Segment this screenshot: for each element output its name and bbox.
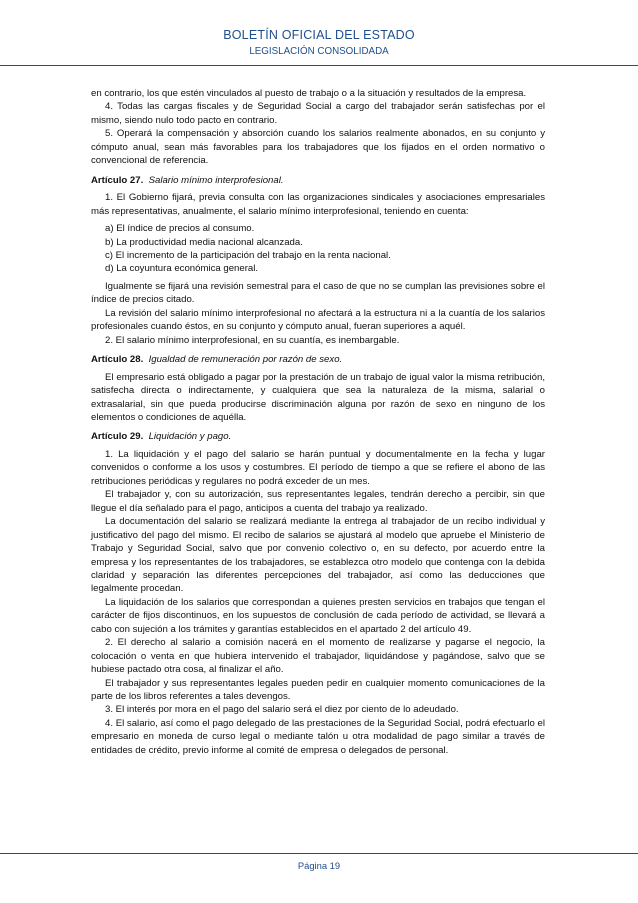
header-title: BOLETÍN OFICIAL DEL ESTADO [223,28,415,42]
header-divider [0,65,638,66]
article-number: Artículo 27. [91,174,144,186]
paragraph: El empresario está obligado a pagar por la prestación de un trabajo de igual valor la misma retribución, satisfecha directa o indirectamente, y cualquiera que sea la naturaleza de la misma, salarial o extrasalarial, sin que pueda producirse discriminación alguna por razón de sexo en ninguno de los elementos o condiciones de aquélla. [91,371,545,423]
article-title: Liquidación y pago. [148,431,232,443]
paragraph: 2. El derecho al salario a comisión nacerá en el momento de realizarse y pagarse el negocio, la colocación o venta en que hubiera intervenido el trabajador, liquidándose y pagándose, salvo que se hubiese pactado otra cosa, al finalizar el año. [91,637,545,676]
paragraph: La documentación del salario se realizará mediante la entrega al trabajador de un recibo individual y justificativo del pago del mismo. El recibo de salarios se ajustará al modelo que apruebe el Ministerio de Trabajo y Seguridad Social, salvo que por convenio colectivo o, en su defecto, por acuerdo entre la empresa y los representantes de los trabajadores, se establezca otro modelo que contenga con la debida claridad y separación las diferentes percepciones del trabajador, así como las deducciones que legalmente procedan. [91,516,545,595]
article-heading-29 [91,430,545,443]
footer-divider [0,853,638,854]
list-item: b) La productividad media nacional alcanzada. [105,236,303,248]
article-title: Salario mínimo interprofesional. [148,174,284,186]
page-number: Página 19 [297,860,341,871]
paragraph: 1. El Gobierno fijará, previa consulta con las organizaciones sindicales y asociaciones empresariales más representativas, anualmente, el salario mínimo interprofesional, teniendo en cuenta: [91,192,545,217]
paragraph: 4. El salario, así como el pago delegado de las prestaciones de la Seguridad Social, podrá efectuarlo el empresario en moneda de curso legal o mediante talón u otra modalidad de pago similar a través de entidades de crédito, previo informe al comité de empresa o delegados de personal. [91,717,545,756]
article-heading-28 [91,353,545,366]
article-heading-27 [91,174,545,187]
paragraph: El trabajador y sus representantes legales pueden pedir en cualquier momento comunicaciones de la parte de los libros referentes a tales devengos. [91,677,545,703]
article-number: Artículo 29. [91,431,144,443]
page-header [0,0,638,66]
paragraph: Igualmente se fijará una revisión semestral para el caso de que no se cumplan las previsiones sobre el índice de precios citado. [91,280,545,306]
document-body [91,87,545,757]
paragraph: La liquidación de los salarios que correspondan a quienes presten servicios en trabajos que tengan el carácter de fijos discontinuos, en los supuestos de conclusión de cada período de actividad, se llevará a cabo con sujeción a los trámites y garantías establecidos en el apartado 2 del artículo 49. [91,596,545,635]
paragraph: 4. Todas las cargas fiscales y de Seguridad Social a cargo del trabajador serán satisfechas por el mismo, siendo nulo todo pacto en contrario. [91,101,545,126]
paragraph: en contrario, los que estén vinculados al puesto de trabajo o a la situación y resultados de la empresa. [91,88,527,99]
paragraph: 2. El salario mínimo interprofesional, en su cuantía, es inembargable. [105,334,400,346]
paragraph: 1. La liquidación y el pago del salario se harán puntual y documentalmente en la fecha y lugar convenidos o conforme a los usos y costumbres. El período de tiempo a que se refiere el abono de las retribuciones periódicas y regulares no podrá exceder de un mes. [91,448,545,487]
list-item: c) El incremento de la participación del trabajo en la renta nacional. [105,249,391,261]
paragraph: 3. El interés por mora en el pago del salario será el diez por ciento de lo adeudado. [105,704,459,716]
article-number: Artículo 28. [91,354,144,366]
paragraph: La revisión del salario mínimo interprofesional no afectará a la estructura ni a la cuantía de los salarios profesionales cuando éstos, en su conjunto y cómputo anual, fueran superiores a aquél. [91,307,545,333]
list-item: d) La coyuntura económica general. [105,263,259,275]
paragraph: El trabajador y, con su autorización, sus representantes legales, tendrán derecho a percibir, sin que llegue el día señalado para el pago, anticipos a cuenta del trabajo ya realizado. [91,489,545,514]
article-title: Igualdad de remuneración por razón de sexo. [148,354,343,366]
paragraph: 5. Operará la compensación y absorción cuando los salarios realmente abonados, en su conjunto y cómputo anual, sean más favorables para los trabajadores que los fijados en el orden normativo o convencional de referencia. [91,128,545,167]
header-subtitle: LEGISLACIÓN CONSOLIDADA [249,46,389,57]
list-item: a) El índice de precios al consumo. [105,223,255,235]
